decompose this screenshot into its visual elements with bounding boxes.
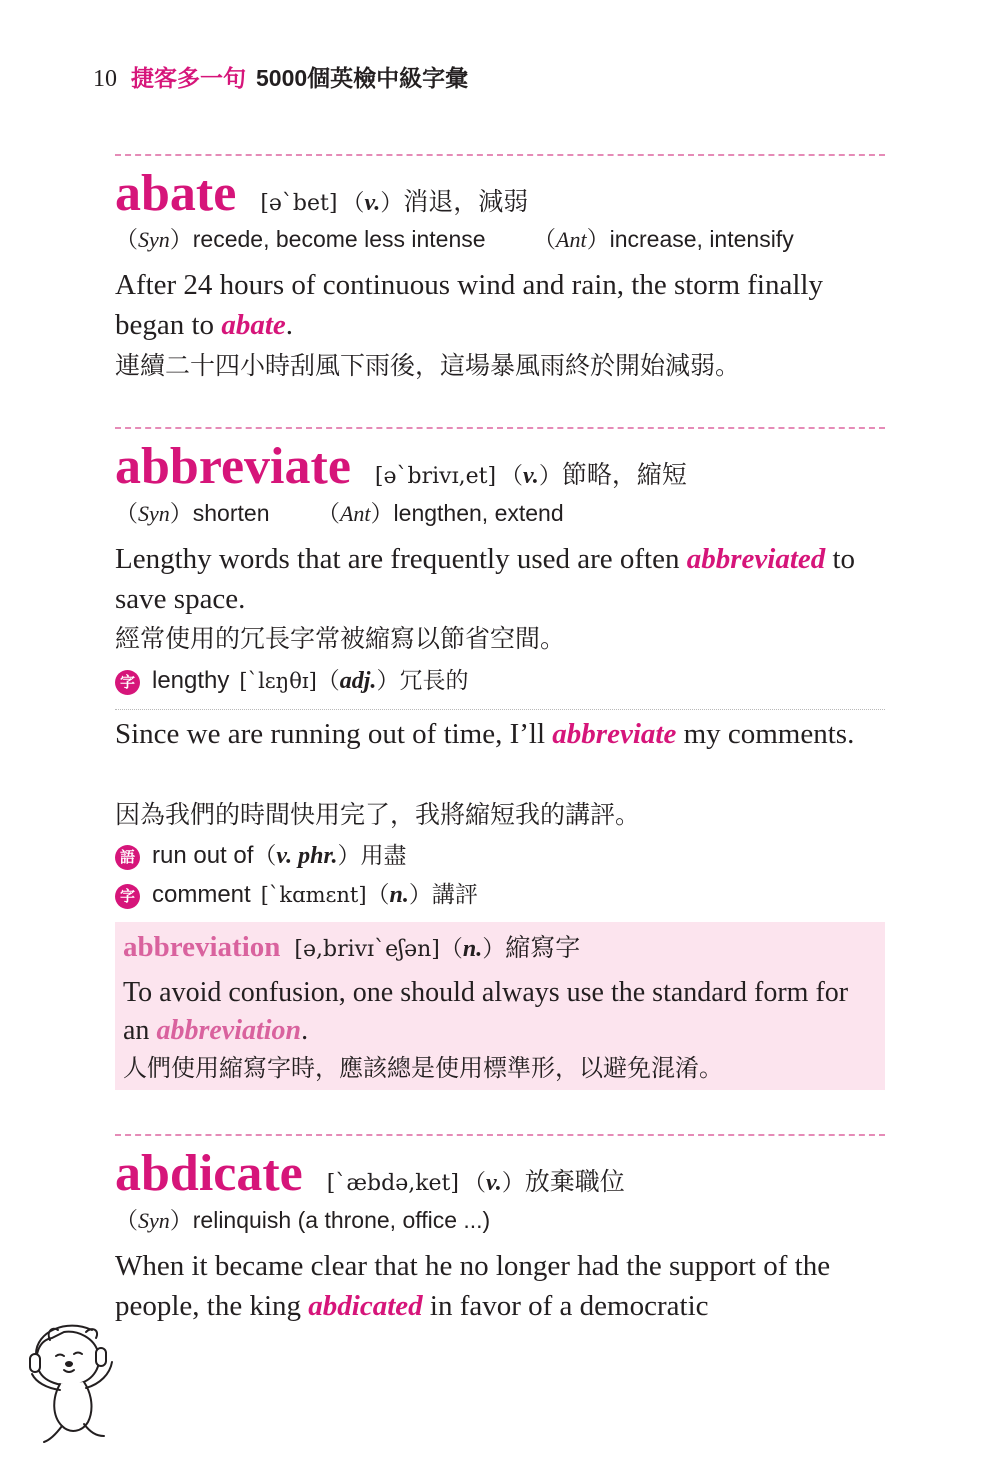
- example-keyword: abdicated: [308, 1290, 423, 1322]
- pronunciation: [ə`brivɪ,et]: [374, 464, 497, 489]
- example-sentence: [115, 265, 887, 345]
- page-number: 10: [93, 66, 117, 92]
- derivative-word: abbreviation: [123, 931, 281, 963]
- synonyms: relinquish (a throne, office ...): [192, 1207, 491, 1233]
- bear-with-headphones-icon: [22, 1318, 122, 1448]
- example-text: Since we are running out of time, I’ll: [115, 718, 553, 750]
- derivative-headline: abbreviation [ə,brivɪ`eʃən]（n.）縮寫字: [123, 931, 581, 963]
- book-title: 5000個英檢中級字彙: [256, 65, 469, 91]
- ant-tag: Ant: [556, 227, 587, 252]
- example-keyword: abbreviate: [552, 718, 677, 750]
- entry-abbreviate-headline: [115, 437, 687, 496]
- example-sentence: [115, 539, 887, 619]
- pronunciation: [`æbdə,ket]: [326, 1171, 459, 1196]
- entry-divider: [115, 1134, 885, 1136]
- example-keyword: abbreviation: [156, 1015, 302, 1046]
- derivative-example: [123, 974, 875, 1050]
- note-pos: n.: [389, 882, 409, 908]
- example-text: to save space.: [115, 543, 856, 615]
- word-badge-icon: 字: [115, 884, 140, 909]
- headword: abate: [115, 165, 237, 222]
- syn-ant-line: （Syn）recede, become less intense （Ant）increase, intensify: [115, 226, 794, 252]
- example-text: my comments.: [676, 718, 855, 750]
- part-of-speech: v.: [523, 463, 539, 489]
- syn-tag: Syn: [138, 227, 170, 252]
- example-text: .: [285, 309, 293, 341]
- phrase-note: 語 run out of（v. phr.）用盡: [115, 839, 407, 872]
- example-translation: 因為我們的時間快用完了，我將縮短我的講評。: [115, 801, 641, 829]
- entry-divider: [115, 154, 885, 156]
- pronunciation: [ə`bet]: [260, 191, 338, 216]
- note-pronunciation: [`lɛŋθɪ]: [239, 669, 317, 693]
- entry-abate-headline: [115, 164, 528, 223]
- example-text: Lengthy words that are frequently used are often: [115, 543, 687, 575]
- derivative-box: [115, 922, 885, 1090]
- note-pos: v. phr.: [276, 843, 338, 869]
- entry-divider: [115, 427, 885, 429]
- syn-ant-line: （Syn）shorten （Ant）lengthen, extend: [115, 500, 564, 526]
- note-pos: adj.: [339, 668, 377, 694]
- derivative-translation: 人們使用縮寫字時，應該總是使用標準形，以避免混淆。: [123, 1055, 723, 1082]
- example-sentence: [115, 1246, 887, 1326]
- derivative-meaning: 縮寫字: [505, 934, 581, 962]
- phrase-badge-icon: 語: [115, 845, 140, 870]
- example-text: in favor of a democratic: [422, 1290, 709, 1322]
- part-of-speech: v.: [364, 190, 381, 216]
- ant-tag: Ant: [339, 501, 371, 526]
- example-divider: [115, 709, 885, 710]
- note-term: run out of: [152, 842, 254, 869]
- example-text: .: [301, 1015, 309, 1046]
- vocab-note: 字 lengthy [`lɛŋθɪ]（adj.）冗長的: [115, 664, 468, 697]
- paren: （: [462, 1169, 486, 1195]
- example-keyword: abbreviated: [686, 543, 826, 575]
- example-translation: 連續二十四小時刮風下雨後，這場暴風雨終於開始減弱。: [115, 352, 741, 380]
- paren: （: [500, 462, 524, 488]
- synonyms: shorten: [192, 500, 270, 526]
- example-text: When it became clear that he no longer had the support of the people, the king: [115, 1250, 831, 1322]
- series-name: 捷客多一句: [131, 65, 246, 91]
- headword: abbreviate: [115, 438, 351, 495]
- meaning: 放棄職位: [524, 1168, 625, 1196]
- paren: ）: [501, 1169, 525, 1195]
- note-term: comment: [152, 881, 251, 908]
- antonyms: lengthen, extend: [393, 500, 564, 526]
- word-badge-icon: 字: [115, 670, 140, 695]
- meaning: 節略，縮短: [561, 461, 687, 489]
- page-header: [93, 62, 468, 95]
- derivative-pronunciation: [ə,brivɪ`eʃən]: [294, 937, 440, 962]
- syn-tag: Syn: [138, 501, 170, 526]
- example-keyword: abate: [221, 309, 286, 341]
- part-of-speech: v.: [485, 1170, 502, 1196]
- example-text: To avoid confusion, one should always use the standard form for an: [123, 977, 849, 1046]
- note-meaning: 冗長的: [399, 667, 469, 693]
- example-text: After 24 hours of continuous wind and rain, the storm finally began to: [115, 269, 823, 341]
- note-pronunciation: [`kɑmɛnt]: [260, 883, 367, 907]
- meaning: 消退，減弱: [403, 188, 529, 216]
- example-translation: 經常使用的冗長字常被縮寫以節省空間。: [115, 625, 566, 653]
- synonyms: recede, become less intense: [192, 226, 486, 252]
- headword: abdicate: [115, 1145, 303, 1202]
- vocab-note: 字 comment [`kɑmɛnt]（n.）講評: [115, 878, 478, 911]
- note-meaning: 用盡: [360, 842, 407, 868]
- paren: ）: [538, 462, 562, 488]
- syn-tag: Syn: [138, 1208, 170, 1233]
- syn-line: （Syn）relinquish (a throne, office ...): [115, 1207, 491, 1233]
- note-term: lengthy: [152, 667, 230, 694]
- derivative-pos: n.: [462, 936, 483, 962]
- entry-abdicate-headline: [115, 1144, 625, 1203]
- paren: ）: [380, 189, 404, 215]
- note-meaning: 講評: [431, 881, 478, 907]
- antonyms: increase, intensify: [609, 226, 794, 252]
- paren: （: [341, 189, 365, 215]
- example-sentence: [115, 714, 887, 754]
